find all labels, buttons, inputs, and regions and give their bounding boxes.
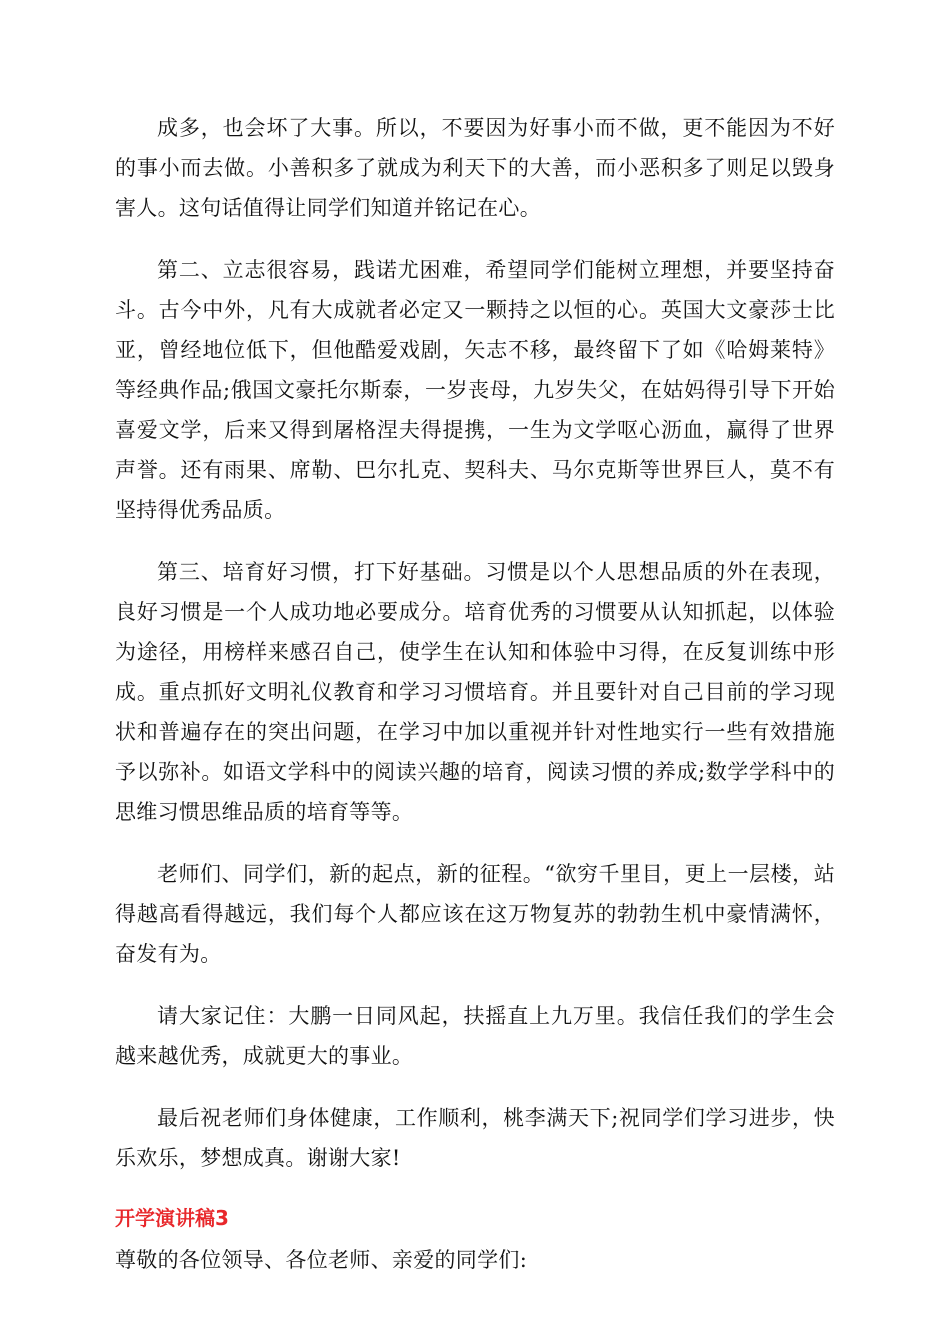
- document-body: [115, 108, 835, 1302]
- paragraph-third-point: 第三、培育好习惯，打下好基础。习惯是以个人思想品质的外在表现，良好习惯是一个人成功地必要成分。培育优秀的习惯要从认知抓起，以体验为途径，用榜样来感召自己，使学生在认知和体验中习得，在反复训练中形成。重点抓好文明礼仪教育和学习习惯培育。并且要针对自己目前的学习现状和普遍存在的突出问题，在学习中加以重视并针对性地实行一些有效措施予以弥补。如语文学科中的阅读兴趣的培育，阅读习惯的养成;数学学科中的思维习惯思维品质的培育等等。: [115, 560, 835, 824]
- paragraph-remember: 请大家记住：大鹏一日同风起，扶摇直上九万里。我信任我们的学生会越来越优秀，成就更大的事业。: [115, 1004, 835, 1068]
- paragraph-closing-wishes: 最后祝老师们身体健康，工作顺利，桃李满天下;祝同学们学习进步，快乐欢乐，梦想成真。谢谢大家!: [115, 1106, 835, 1170]
- paragraph-new-start: 老师们、同学们，新的起点，新的征程。“欲穷千里目，更上一层楼，站得越高看得越远，我们每个人都应该在这万物复苏的勃勃生机中豪情满怀，奋发有为。: [115, 862, 835, 966]
- section-heading: 开学演讲稿3: [115, 1206, 229, 1230]
- salutation: 尊敬的各位领导、各位老师、亲爱的同学们:: [115, 1248, 528, 1272]
- paragraph-conclusion-first: 成多，也会坏了大事。所以，不要因为好事小而不做，更不能因为不好的事小而去做。小善积多了就成为利天下的大善，而小恶积多了则足以毁身害人。这句话值得让同学们知道并铭记在心。: [115, 116, 835, 220]
- paragraph-second-point: 第二、立志很容易，践诺尤困难，希望同学们能树立理想，并要坚持奋斗。古今中外，凡有大成就者必定又一颗持之以恒的心。英国大文豪莎士比亚，曾经地位低下，但他酷爱戏剧，矢志不移，最终留下了如《哈姆莱特》等经典作品;俄国文豪托尔斯泰，一岁丧母，九岁失父，在姑妈得引导下开始喜爱文学，后来又得到屠格涅夫得提携，一生为文学呕心沥血，赢得了世界声誉。还有雨果、席勒、巴尔扎克、契科夫、马尔克斯等世界巨人，莫不有坚持得优秀品质。: [115, 258, 835, 522]
